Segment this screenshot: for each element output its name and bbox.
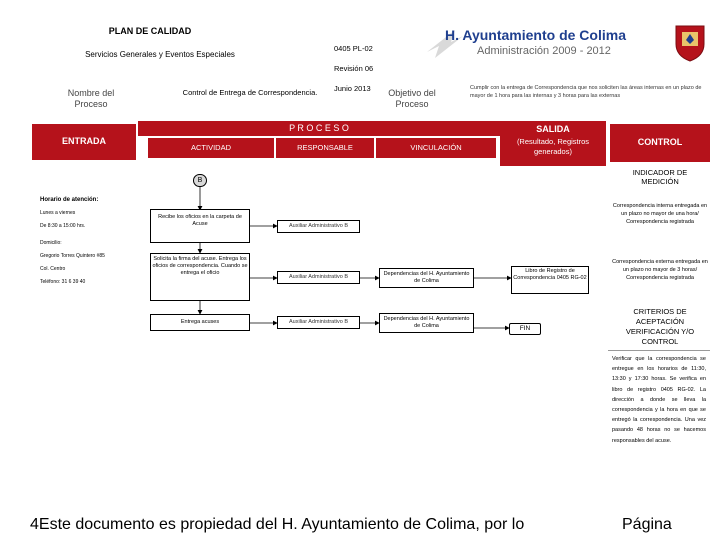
- plan-title: PLAN DE CALIDAD: [108, 26, 192, 36]
- address-label: Domicilio:: [40, 239, 62, 246]
- responsable-header: RESPONSABLE: [276, 138, 374, 158]
- criteria-title: CRITERIOS DE ACEPTACIÓN VERIFICACIÓN Y/O CONTROL: [625, 307, 695, 346]
- indicator-title: INDICADOR DE MEDICIÓN: [632, 168, 688, 186]
- output-register-book: Libro de Registro de Correspondencia 0405 RG-02: [511, 266, 589, 294]
- responsible-step-3: Auxiliar Administrativo B: [277, 316, 360, 329]
- document-code-number: 0405 PL-02: [334, 44, 373, 53]
- control-header: CONTROL: [610, 124, 710, 162]
- process-objective-value: Cumplir con la entrega de Correspondencia que nos soliciten las áreas internas en un plazo de mayor de 1 hora para las internas y 3 horas para las externas: [470, 85, 702, 99]
- entrada-header: ENTRADA: [32, 124, 136, 160]
- address-colony: Col. Centro: [40, 265, 66, 272]
- activity-step-2: Solicita la firma del acuse. Entrega los oficios de correspondencia. Cuando se entrega el oficio: [150, 253, 250, 301]
- salida-title: SALIDA: [536, 124, 570, 134]
- vinculacion-header: VINCULACIÓN: [376, 138, 496, 158]
- document-date: Junio 2013: [334, 84, 371, 93]
- address-phone: Teléfono: 31 6 39 40: [40, 278, 86, 285]
- indicator-external: Correspondencia externa entregada en un plazo no mayor de 3 horas/ Correspondencia registrada: [612, 259, 708, 281]
- responsible-step-2: Auxiliar Administrativo B: [277, 271, 360, 284]
- flow-end-terminal: FIN: [509, 323, 541, 335]
- address-street: Gregorio Torres Quintero #85: [40, 252, 105, 259]
- criteria-text: Verificar que la correspondencia se entregue en los horarios de 11:30, 13:30 y 17:30 horas. Se verifica en libro de registro 0405 RG-02. La dirección a donde se lleva la correspondencia y la hora en que se entregó la correspondencia. Una vez pasando 48 horas no se hacemos responsables del acuse.: [612, 356, 706, 444]
- footer-ownership-note: 4Este documento es propiedad del H. Ayuntamiento de Colima, por lo: [30, 516, 525, 533]
- link-step-2: Dependencias del H. Ayuntamiento de Colima: [379, 268, 474, 288]
- schedule-days: Lunes a viernes: [40, 209, 76, 216]
- schedule-label: Horario de atención:: [40, 196, 99, 203]
- proceso-header: P R O C E S O: [138, 121, 500, 136]
- org-administration: Administración 2009 - 2012: [477, 45, 611, 57]
- activity-step-1: Recibe los oficios en la carpeta de Acuse: [150, 209, 250, 243]
- flow-start-terminal: B: [193, 174, 207, 187]
- document-revision: Revisión 06: [334, 64, 374, 73]
- criteria-divider: [608, 350, 710, 351]
- actividad-header: ACTIVIDAD: [148, 138, 274, 158]
- responsible-step-1: Auxiliar Administrativo B: [277, 220, 360, 233]
- process-objective-label: Objetivo del Proceso: [388, 88, 436, 109]
- footer-page-label: Página: [622, 516, 672, 533]
- schedule-hours: De 8:30 a 15:00 hrs.: [40, 222, 86, 229]
- process-name-label: Nombre del Proceso: [67, 88, 115, 109]
- indicator-internal: Correspondencia interna entregada en un plazo no mayor de una hora/ Correspondencia registrada: [612, 203, 708, 225]
- link-step-3: Dependencias del H. Ayuntamiento de Colima: [379, 313, 474, 333]
- activity-step-3: Entrega acuses: [150, 314, 250, 331]
- process-name-value: Control de Entrega de Correspondencia.: [182, 88, 318, 97]
- salida-subtitle: (Resultado, Registros generados): [516, 137, 590, 156]
- org-name: H. Ayuntamiento de Colima: [445, 27, 626, 43]
- plan-subtitle: Servicios Generales y Eventos Especiales: [85, 50, 235, 59]
